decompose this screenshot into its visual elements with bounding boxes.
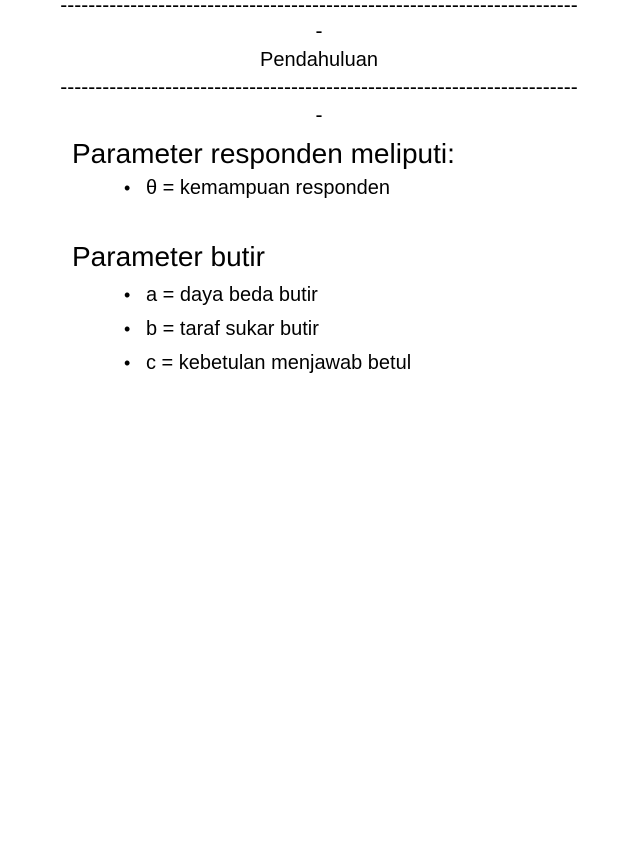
- list-item-text: c = kebetulan menjawab betul: [146, 352, 412, 374]
- list-item-text: b = taraf sukar butir: [146, 318, 319, 340]
- bottom-dashed-rule: --------------------------------------------------------------------------: [60, 76, 578, 99]
- list-item: [124, 176, 390, 200]
- list-item: [124, 317, 319, 341]
- bottom-dashed-rule-tail: -: [315, 104, 323, 127]
- top-dashed-rule: --------------------------------------------------------------------------: [60, 0, 578, 17]
- top-dashed-rule-tail: -: [315, 20, 323, 43]
- list-item: [124, 283, 318, 307]
- bullet-icon: •: [124, 285, 131, 305]
- bullet-icon: •: [124, 178, 131, 198]
- list-item-text: θ = kemampuan responden: [146, 177, 391, 199]
- section-title: Pendahuluan: [260, 49, 378, 71]
- list-item-text: a = daya beda butir: [146, 284, 318, 306]
- bullet-icon: •: [124, 319, 131, 339]
- list-item: [124, 351, 411, 375]
- respondent-parameters-heading: Parameter responden meliputi:: [72, 138, 455, 169]
- item-parameters-heading: Parameter butir: [72, 241, 265, 272]
- bullet-icon: •: [124, 353, 131, 373]
